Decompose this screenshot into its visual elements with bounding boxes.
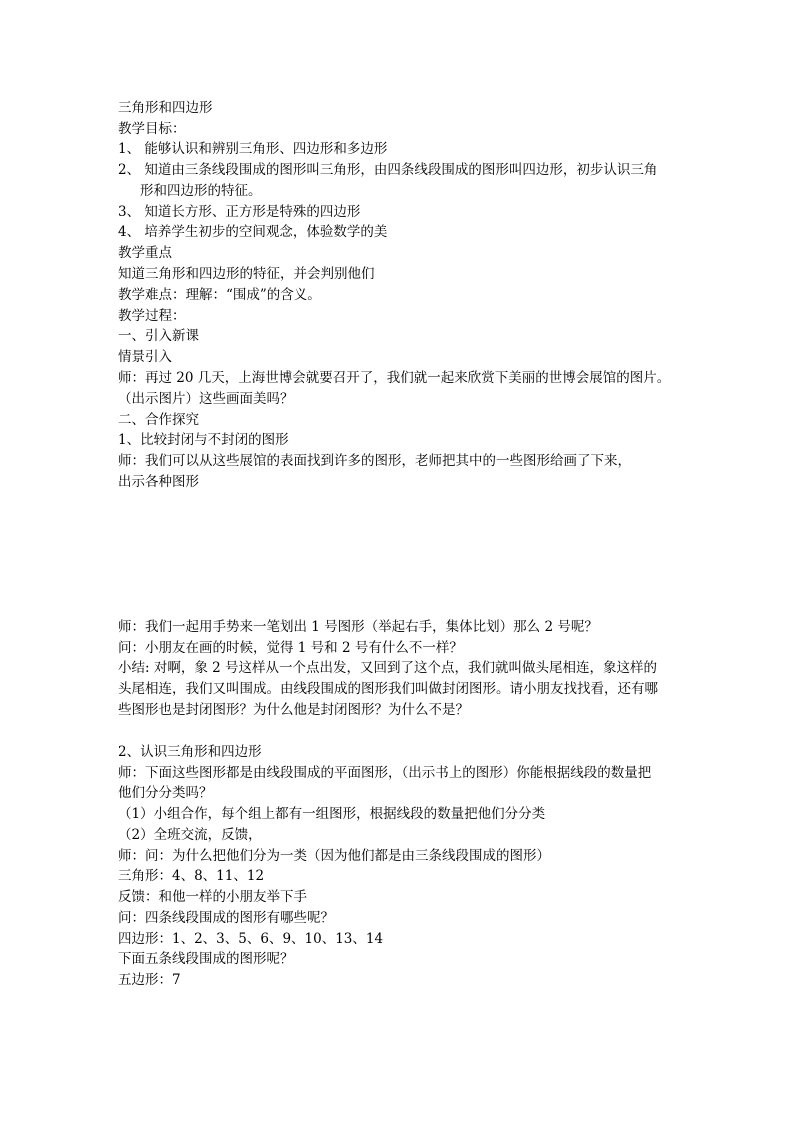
text-line: 下面五条线段围成的图形呢？ [118,951,294,967]
text-line: （出示图片）这些画面美吗？ [118,391,294,407]
text-line: 小结: 对啊，象 2 号这样从一个点出发，又回到了这个点，我们就叫做头尾相连，象这样的 [118,660,658,676]
text-line: 出示各种图形 [118,474,199,490]
text-line: （1）小组合作，每个组上都有一组图形，根据线段的数量把他们分分类 [118,806,546,822]
text-line: 一、引入新课 [118,328,199,344]
text-line: 四边形：1、2、3、5、6、9、10、13、14 [118,931,384,947]
text-line: 师：再过 20 几天，上海世博会就要召开了，我们就一起来欣赏下美丽的世博会展馆的图片。 [118,370,671,386]
section-heading-process: 教学过程： [118,308,186,324]
text-line: （2）全班交流，反馈， [118,827,262,843]
text-line: 情景引入 [118,349,172,365]
text-line: 师：下面这些图形都是由线段围成的平面图形，（出示书上的图形）你能根据线段的数量把 [118,765,652,781]
text-line: 问：小朋友在画的时候，觉得 1 号和 2 号有什么不一样？ [118,640,463,656]
text-line: 师：问：为什么把他们分为一类（因为他们都是由三条线段围成的图形） [118,848,550,864]
text-line: 2、认识三角形和四边形 [118,744,262,760]
text-line: 三角形：4、8、11、12 [118,868,265,884]
text-line: 问：四条线段围成的图形有哪些呢？ [118,910,334,926]
section-heading-key-points: 教学重点 [118,245,172,261]
text-line: 形和四边形的特征。 [140,183,262,199]
text-line: 他们分分类吗？ [118,785,213,801]
text-line: 些图形也是封闭图形？为什么他是封闭图形？为什么不是？ [118,702,469,718]
text-line: 师：我们一起用手势来一笔划出 1 号图形（举起右手，集体比划）那么 2 号呢？ [118,619,598,635]
text-line: 1、比较封闭与不封闭的图形 [118,432,289,448]
text-line: 二、合作探究 [118,412,199,428]
text-line: 反馈：和他一样的小朋友举下手 [118,889,307,905]
section-heading-difficulty: 教学难点：理解：“围成”的含义。 [118,287,321,303]
text-line: 2、 知道由三条线段围成的图形叫三角形，由四条线段围成的图形叫四边形，初步认识三角 [118,162,658,178]
text-line: 知道三角形和四边形的特征，并会判别他们 [118,266,375,282]
text-line: 1、 能够认识和辨别三角形、四边形和多边形 [118,141,388,157]
text-line: 五边形：7 [118,972,181,988]
text-line: 头尾相连，我们又叫围成。由线段围成的图形我们叫做封闭图形。请小朋友找找看，还有哪 [118,681,658,697]
text-line: 师：我们可以从这些展馆的表面找到许多的图形，老师把其中的一些图形给画了下来， [118,453,631,469]
text-line: 3、 知道长方形、正方形是特殊的四边形 [118,204,361,220]
text-line: 4、 培养学生初步的空间观念，体验数学的美 [118,224,388,240]
section-heading-objectives: 教学目标： [118,121,186,137]
doc-title: 三角形和四边形 [118,100,213,116]
